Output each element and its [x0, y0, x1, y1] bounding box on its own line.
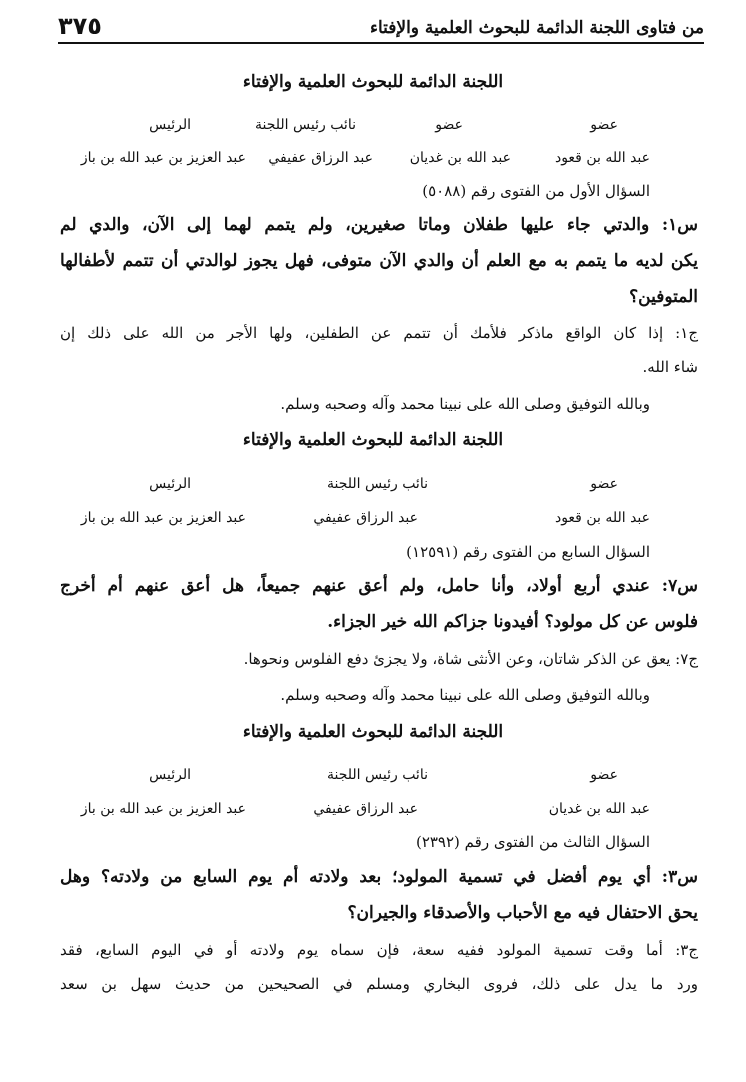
- question-line: س١: والدتي جاء عليها طفلان وماتا صغيرين، ولم يتمم لهما إلى الآن، والدي لم: [60, 215, 698, 235]
- signatory-role: الرئيس: [149, 117, 191, 133]
- signatory-role: الرئيس: [149, 767, 191, 783]
- signatory-name: عبد العزيز بن عبد الله بن باز: [80, 801, 246, 817]
- signatory-name: عبد الله بن غديان: [409, 150, 511, 166]
- committee-title: اللجنة الدائمة للبحوث العلمية والإفتاء: [242, 722, 504, 742]
- closing-line: وبالله التوفيق وصلى الله على نبينا محمد وآله وصحبه وسلم.: [280, 686, 650, 704]
- fatwa-reference: السؤال السابع من الفتوى رقم (١٢٥٩١): [406, 543, 650, 561]
- answer-line: ج٧: يعق عن الذكر شاتان، وعن الأنثى شاة، ولا يجزئ دفع الفلوس ونحوها.: [243, 650, 698, 668]
- committee-title: اللجنة الدائمة للبحوث العلمية والإفتاء: [242, 72, 504, 92]
- signatory-role: عضو: [590, 476, 618, 492]
- answer-line: ج٣: أما وقت تسمية المولود ففيه سعة، فإن سماه يوم ولادته أو في اليوم السابع، فقد: [60, 941, 698, 959]
- running-header: [58, 8, 704, 44]
- signatory-name: عبد الله بن قعود: [554, 150, 650, 166]
- signatory-role: نائب رئيس اللجنة: [327, 476, 428, 492]
- question-line: يحق الاحتفال فيه مع الأحباب والأصدقاء والجيران؟: [347, 903, 698, 923]
- signatory-name: عبد الله بن قعود: [554, 510, 650, 526]
- question-line: يكن لديه ما يتمم به مع العلم أن والدي الآن متوفى، فهل يجوز لوالدتي أن تتمم لأطفالها: [60, 251, 698, 271]
- header-title: من فتاوى اللجنة الدائمة للبحوث العلمية والإفتاء: [369, 18, 704, 38]
- signatory-role: عضو: [590, 117, 618, 133]
- signatory-role: نائب رئيس اللجنة: [327, 767, 428, 783]
- answer-line: شاء الله.: [642, 358, 698, 376]
- signatory-name: عبد العزيز بن عبد الله بن باز: [80, 510, 246, 526]
- signatory-role: عضو: [590, 767, 618, 783]
- page-number: ٣٧٥: [58, 12, 102, 40]
- committee-title: اللجنة الدائمة للبحوث العلمية والإفتاء: [242, 430, 504, 450]
- question-line: المتوفين؟: [629, 287, 698, 307]
- signatory-name: عبد الرزاق عفيفي: [313, 801, 418, 817]
- signatory-name: عبد الرزاق عفيفي: [268, 150, 373, 166]
- fatwa-reference: السؤال الأول من الفتوى رقم (٥٠٨٨): [422, 182, 650, 200]
- fatwa-reference: السؤال الثالث من الفتوى رقم (٢٣٩٢): [415, 833, 650, 851]
- question-line: س٧: عندي أربع أولاد، وأنا حامل، ولم أعق عنهم جميعاً، هل أعق عنهم أم أخرج: [60, 576, 698, 596]
- signatory-name: عبد الرزاق عفيفي: [313, 510, 418, 526]
- answer-line: ج١: إذا كان الواقع ماذكر فلأمك أن تتمم عن الطفلين، ولها الأجر من الله على ذلك إن: [60, 324, 698, 342]
- signatory-role: الرئيس: [149, 476, 191, 492]
- closing-line: وبالله التوفيق وصلى الله على نبينا محمد وآله وصحبه وسلم.: [280, 395, 650, 413]
- signatory-role: نائب رئيس اللجنة: [255, 117, 356, 133]
- question-line: س٣: أي يوم أفضل في تسمية المولود؛ بعد ولادته أم يوم السابع من ولادته؟ وهل: [60, 867, 698, 887]
- signatory-role: عضو: [435, 117, 463, 133]
- signatory-name: عبد الله بن غديان: [548, 801, 650, 817]
- question-line: فلوس عن كل مولود؟ أفيدونا جزاكم الله خير الجزاء.: [327, 612, 698, 632]
- signatory-name: عبد العزيز بن عبد الله بن باز: [80, 150, 246, 166]
- answer-line: ورد ما يدل على ذلك، فروى البخاري ومسلم في الصحيحين من حديث سهل بن سعد: [60, 975, 698, 993]
